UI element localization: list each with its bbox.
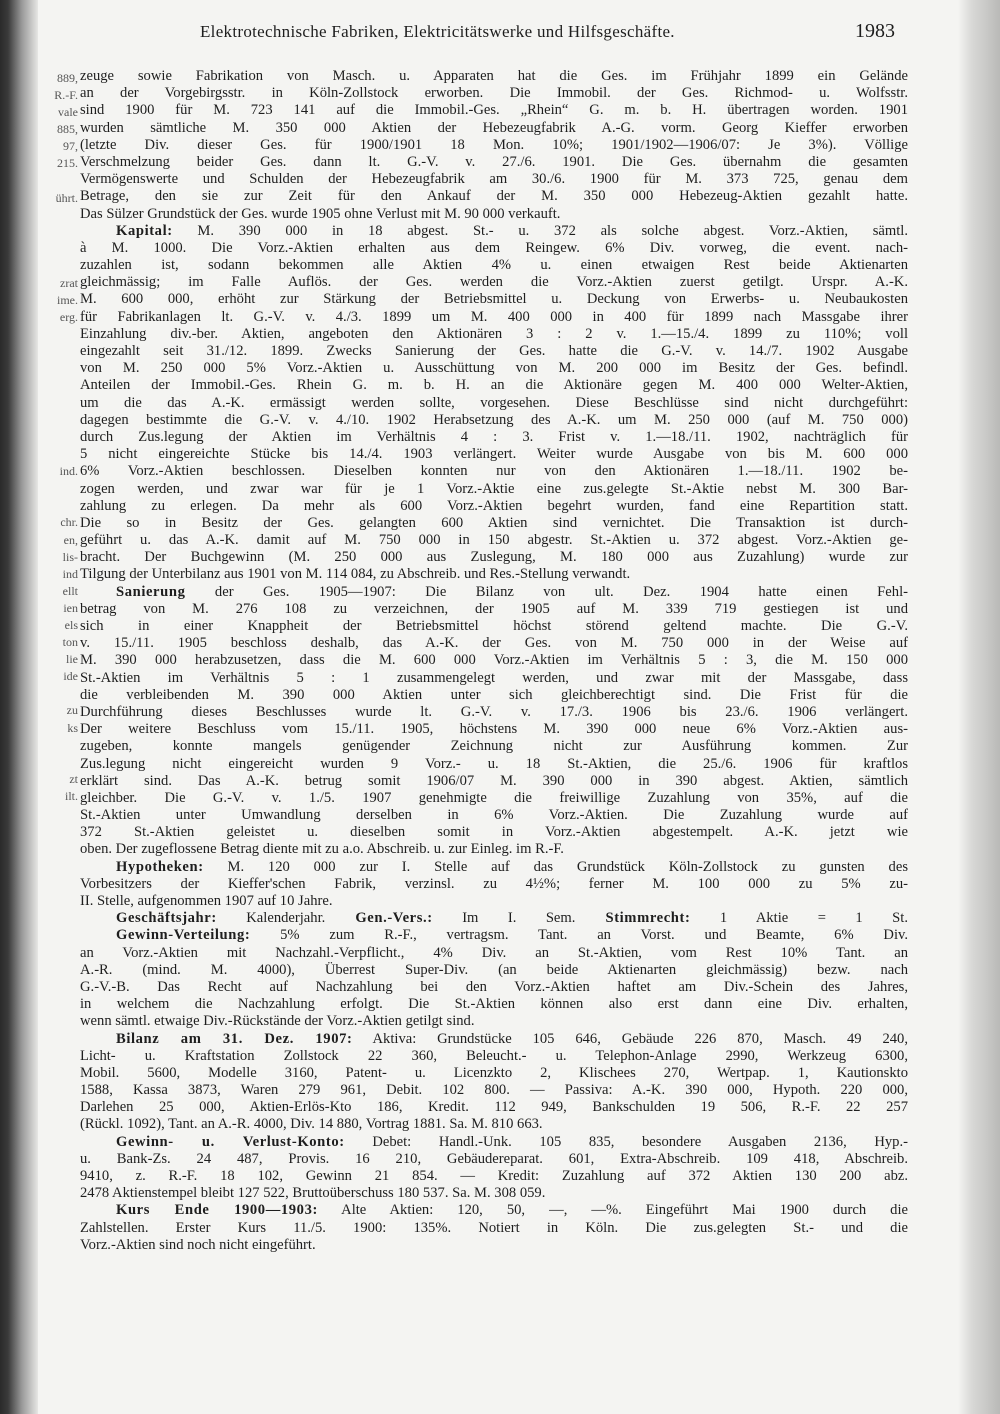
margin-fragment <box>38 839 78 856</box>
section-label: Gewinn-Verteilung: <box>116 927 251 944</box>
text-line <box>80 171 908 188</box>
text-line <box>80 154 908 171</box>
line-text: Das Sülzer Grundstück der Ges. wurde 1905 ohne Verlust mit M. 90 000 verkauft. <box>80 205 561 222</box>
text-line <box>80 206 908 223</box>
text-line <box>80 1151 908 1168</box>
margin-fragment <box>38 412 78 429</box>
margin-fragment <box>38 1044 78 1061</box>
line-text: zeuge sowie Fabrikation von Masch. u. Apparaten hat die Ges. im Frühjahr 1899 ein Gelände <box>80 68 908 84</box>
margin-fragment: ührt. <box>55 190 78 205</box>
section-lead-line <box>80 910 908 927</box>
margin-fragment <box>38 326 78 343</box>
text-line <box>80 395 908 412</box>
text-line <box>80 1082 908 1099</box>
line-text: St.-Aktien unter Umwandlung derselben in 6% Vorz.-Aktien. Die Zuzahlung wurde auf <box>80 807 908 824</box>
section-lead-line <box>80 1134 908 1151</box>
text-line <box>80 463 908 480</box>
line-text: Zus.legung nicht eingereicht wurden 9 Vorz.- u. 18 St.-Aktien, die 25./6. 1906 für kraftlos <box>80 755 908 772</box>
text-line <box>80 1065 908 1082</box>
margin-fragment: ind. <box>59 464 78 479</box>
margin-fragment <box>38 1027 78 1044</box>
line-text: Vorz.-Aktien sind noch nicht eingeführt. <box>80 1236 316 1253</box>
text-line <box>80 979 908 996</box>
section-lead-line <box>80 223 908 240</box>
line-text: u. Bank-Zs. 24 487, Provis. 16 210, Gebäudereparat. 601, Extra-Abschreib. 109 418, Abschreib. <box>80 1150 908 1167</box>
line-text: G.-V.-B. Das Recht auf Nachzahlung bei den Vorz.-Aktien haftet am Div.-Schein des Jahres, <box>80 978 908 995</box>
margin-fragment <box>38 480 78 497</box>
text-line <box>80 240 908 257</box>
binding-shadow <box>0 0 38 1414</box>
margin-fragment: ide <box>63 669 78 684</box>
line-text: gleichmässig; im Falle Auflös. der Ges. werden die Vorz.-Aktien zuerst getilgt. Urspr. A.-K. <box>80 274 908 291</box>
text-line <box>80 721 908 738</box>
line-text: 1588, Kassa 3873, Waren 279 961, Debit. 102 800. — Passiva: A.-K. 390 000, Hypoth. 220 000, <box>80 1082 908 1099</box>
line-text: Durchführung dieses Beschlusses wurde lt. G.-V. v. 17./3. 1906 bis 23./6. 1906 verlängert. <box>80 703 908 720</box>
adjacent-page-fragments <box>38 70 78 1164</box>
margin-fragment: ks <box>67 720 78 735</box>
margin-fragment <box>38 378 78 395</box>
text-line <box>80 1116 908 1133</box>
text-line <box>80 343 908 360</box>
margin-fragment <box>38 873 78 890</box>
line-text: geführt u. das A.-K. damit auf M. 750 000 in 150 abgestr. St.-Aktien u. 372 abgest. Vorz.-Aktien ge- <box>80 532 908 549</box>
margin-fragment <box>38 942 78 959</box>
line-text: Betrage, den sie zur Zeit für den Ankauf der M. 350 000 Hebezeug-Aktien gezahlt hatte. <box>80 188 908 205</box>
line-text: v. 15./11. 1905 beschloss deshalb, das A.-K. der Ges. von M. 750 000 in der Weise auf <box>80 635 908 652</box>
margin-fragment: zrat <box>60 276 78 291</box>
line-text: oben. Der zugeflossene Betrag diente mit zu a.o. Abschreib. u. zur Einleg. im R.-F. <box>80 841 564 858</box>
line-text: 6% Vorz.-Aktien beschlossen. Dieselben konnten nur von den Aktionären 1.—18./11. 1902 be- <box>80 463 908 480</box>
margin-fragment <box>38 908 78 925</box>
line-text: Licht- u. Kraftstation Zollstock 22 360, Beleucht.- u. Telephon-Anlage 2990, Werkzeug 6300, <box>80 1047 908 1064</box>
text-line <box>80 309 908 326</box>
page-edge-shadow <box>958 0 1000 1414</box>
line-text: Tilgung der Unterbilanz aus 1901 von M. 114 084, zu Abschreib. und Res.-Stellung verwandt. <box>80 566 631 583</box>
line-text: 5 nicht eingereichte Stücke bis 14./4. 1903 verlängert. Weiter wurde Ausgabe von bis M. 600 000 <box>80 446 908 463</box>
margin-fragment <box>38 258 78 275</box>
line-text: à M. 1000. Die Vorz.-Aktien erhalten aus dem Reingew. 6% Div. vorweg, die event. nach- <box>80 239 908 256</box>
text-line <box>80 601 908 618</box>
text-line <box>80 85 908 102</box>
line-text: (letzte Div. dieser Ges. für 1900/1901 18 Mon. 10%; 1901/1902—1906/07: Je 3%). Völlige <box>80 136 908 153</box>
text-line <box>80 188 908 205</box>
text-line <box>80 756 908 773</box>
margin-fragment <box>38 361 78 378</box>
margin-fragment <box>38 754 78 771</box>
line-text: betrag von M. 276 108 zu verzeichnen, der 1905 auf M. 339 719 gestiegen ist und <box>80 600 908 617</box>
margin-fragment <box>38 1061 78 1078</box>
margin-fragment: vale <box>58 105 78 120</box>
line-text: an Vorz.-Aktien mit Nachzahl.-Verpflicht., 4% Div. an St.-Aktien, vom Rest 10% Tant. an <box>80 944 908 961</box>
line-text: 2478 Aktienstempel bleibt 127 522, Bruttoüberschuss 180 537. Sa. M. 308 059. <box>80 1185 546 1202</box>
line-text: Anteilen der Immobil.-Ges. Rhein G. m. b. H. an die Aktionäre gegen M. 400 000 Welter-Aktien, <box>80 377 908 394</box>
page-number: 1983 <box>855 20 895 42</box>
text-line <box>80 618 908 635</box>
text-line <box>80 635 908 652</box>
line-text: Der weitere Beschluss vom 15./11. 1905, höchstens M. 390 000 neue 6% Vorz.-Aktien aus- <box>80 721 908 738</box>
text-line <box>80 1237 908 1254</box>
text-line <box>80 412 908 429</box>
section-label: Sanierung <box>116 583 186 600</box>
line-text: Zahlstellen. Erster Kurs 11./5. 1900: 135%. Notiert in Köln. Die zus.gelegten St.- und die <box>80 1219 908 1236</box>
margin-fragment: R.-F. <box>54 88 78 103</box>
text-line <box>80 549 908 566</box>
margin-fragment <box>38 1113 78 1130</box>
margin-fragment: 215. <box>57 156 78 171</box>
line-text: M. 390 000 in 18 abgest. St.- u. 372 als solche abgest. Vorz.-Aktien, sämtl. <box>197 222 908 239</box>
section-label: Gen.-Vers.: <box>325 910 433 927</box>
text-line <box>80 566 908 583</box>
line-text: Darlehen 25 000, Aktien-Erlös-Kto 186, Kredit. 112 949, Bankschulden 19 506, R.-F. 22 257 <box>80 1099 908 1116</box>
text-line <box>80 326 908 343</box>
margin-fragment: ellt <box>62 583 78 598</box>
line-text: an der Vorgebirgsstr. in Köln-Zollstock erworben. Die Immobil. der Ges. Richmod- u. Wolfsstr. <box>80 85 908 102</box>
line-text: um die das A.-K. ermässigt werden sollte, vorgesehen. Diese Beschlüsse sind nicht durchgeführt: <box>80 394 908 411</box>
section-text: Im I. Sem. <box>432 910 576 927</box>
margin-fragment <box>38 959 78 976</box>
margin-fragment: 889, <box>57 71 78 85</box>
text-line <box>80 945 908 962</box>
margin-fragment <box>38 976 78 993</box>
line-text: der Ges. 1905—1907: Die Bilanz von ult. Dez. 1904 hatte einen Fehl- <box>214 583 908 600</box>
margin-fragment: zt <box>69 771 78 786</box>
line-text: M. 120 000 zur I. Stelle auf das Grundstück Köln-Zollstock zu gunsten des <box>227 858 908 875</box>
line-text: wenn sämtl. etwaige Div.-Rückstände der Vorz.-Aktien getilgt sind. <box>80 1013 475 1030</box>
text-line <box>80 291 908 308</box>
text-line <box>80 790 908 807</box>
section-label: Gewinn- u. Verlust-Konto: <box>116 1133 345 1150</box>
line-text: die verbleibenden M. 390 000 Aktien unter sich gleichberechtigt sind. Die Frist für die <box>80 686 908 703</box>
line-text: bracht. Der Buchgewinn (M. 250 000 aus Zuslegung, M. 180 000 aus Zuzahlung) wurde zur <box>80 549 908 566</box>
text-line <box>80 807 908 824</box>
text-line <box>80 824 908 841</box>
line-text: zogen werden, und zwar war für je 1 Vorz.-Aktie eine zus.gelegte St.-Aktie nebst M. 300 Bar- <box>80 480 908 497</box>
text-line <box>80 532 908 549</box>
margin-fragment <box>38 207 78 224</box>
margin-fragment <box>38 224 78 241</box>
margin-fragment <box>38 1130 78 1147</box>
section-lead-line <box>80 1031 908 1048</box>
text-line <box>80 360 908 377</box>
text-line <box>80 1013 908 1030</box>
margin-fragment <box>38 856 78 873</box>
margin-fragment: ime. <box>57 293 78 308</box>
section-label: Kurs Ende 1900—1903: <box>116 1202 318 1219</box>
text-line <box>80 498 908 515</box>
line-text: sich in einer Knappheit der Betriebsmittel höchst störend geltend machte. Die G.-V. <box>80 618 908 634</box>
line-text: wurden sämtliche M. 350 000 Aktien der Hebezeugfabrik A.-G. vorm. Georg Kieffer erworben <box>80 119 908 136</box>
line-text: gleichber. Die G.-V. v. 1./5. 1907 genehmigte die freiwillige Zuzahlung von 35%, auf die <box>80 789 908 806</box>
line-text: in welchem die Nachzahlung erfolgt. Die St.-Aktien können also erst dann eine Div. erhalten, <box>80 996 908 1013</box>
text-line <box>80 102 908 119</box>
line-text: II. Stelle, aufgenommen 1907 auf 10 Jahre. <box>80 893 333 909</box>
text-line <box>80 773 908 790</box>
margin-fragment <box>38 446 78 463</box>
line-text: 5% zum R.-F., vertragsm. Tant. an Vorst. und Beamte, 6% Div. <box>280 927 908 944</box>
text-line <box>80 893 908 910</box>
text-line <box>80 1220 908 1237</box>
margin-fragment: lie <box>66 652 78 667</box>
line-text: Einzahlung div.-ber. Aktien, angeboten den Aktionären 3 : 2 v. 1.—15./4. 1899 zu 110%; voll <box>80 325 908 342</box>
text-line <box>80 429 908 446</box>
line-text: dagegen bestimmte die G.-V. v. 4./10. 1902 Herabsetzung des A.-K. um M. 250 000 (auf M. 750 000) <box>80 411 908 428</box>
section-text: 1 Aktie = 1 St. <box>690 910 908 927</box>
text-line <box>80 962 908 979</box>
text-line <box>80 738 908 755</box>
text-line <box>80 257 908 274</box>
margin-fragment: els <box>64 618 78 632</box>
text-line <box>80 996 908 1013</box>
margin-fragment <box>38 925 78 942</box>
line-text: durch Zus.legung der Aktien im Verhältnis 4 : 3. Frist v. 1.—18./11. 1902, nachträglich für <box>80 428 908 445</box>
margin-fragment: zu <box>66 703 78 718</box>
margin-fragment <box>38 737 78 754</box>
line-text: 372 St.-Aktien geleistet u. dieselben somit in Vorz.-Aktien abgestempelt. A.-K. jetzt wie <box>80 824 908 841</box>
margin-fragment: chr. <box>60 515 78 530</box>
margin-fragment: en, <box>63 532 78 547</box>
margin-fragment: ilt. <box>64 788 78 803</box>
line-text: eingezahlt seit 31./12. 1899. Zwecks Sanierung der Ges. hatte die G.-V. v. 14./7. 1902 Ausgabe <box>80 343 908 359</box>
section-lead-line <box>80 1202 908 1219</box>
margin-fragment <box>38 822 78 839</box>
section-lead-line <box>80 927 908 944</box>
line-text: zugeben, konnte mangels genügender Zeichnung nicht zur Ausführung kommen. Zur <box>80 738 908 755</box>
text-line <box>80 841 908 858</box>
line-text: Vorbesitzers der Kieffer'schen Fabrik, verzinsl. zu 4½%; ferner M. 100 000 zu 5% zu- <box>80 875 908 892</box>
text-line <box>80 274 908 291</box>
article-body <box>80 68 908 1254</box>
section-label: Kapital: <box>116 222 173 239</box>
line-text: sind 1900 für M. 723 141 auf die Immobil.-Ges. „Rhein“ G. m. b. H. übertragen worden. 1901 <box>80 102 908 119</box>
line-text: für Fabrikanlagen lt. G.-V. v. 4./3. 1899 um M. 400 000 in 400 für 1899 nach Massgabe ihrer <box>80 308 908 325</box>
section-label: Bilanz am 31. Dez. 1907: <box>116 1030 353 1047</box>
section-lead-line <box>80 584 908 601</box>
margin-fragment <box>38 241 78 258</box>
text-line <box>80 670 908 687</box>
margin-fragment <box>38 1079 78 1096</box>
line-text: M. 390 000 herabzusetzen, dass die M. 600 000 Vorz.-Aktien im Verhältnis 5 : 3, die M. 150 000 <box>80 652 908 669</box>
margin-fragment: erg. <box>59 310 78 325</box>
line-text: Aktiva: Grundstücke 105 646, Gebäude 226 870, Masch. 49 240, <box>372 1030 908 1047</box>
line-text: zahlung zu erlegen. Da mehr als 600 Vorz.-Aktien begehrt wurden, fand eine Repartition statt. <box>80 497 908 514</box>
line-text: Die so in Besitz der Ges. gelangten 600 Aktien sind vernichtet. Die Transaktion ist durch- <box>80 514 908 531</box>
margin-fragment <box>38 1096 78 1113</box>
running-title: Elektrotechnische Fabriken, Elektricitätswerke und Hilfsgeschäfte. <box>200 22 675 41</box>
margin-fragment: ind <box>62 566 78 581</box>
line-text: M. 600 000, erhöht zur Stärkung der Betriebsmittel u. Deckung von Erwerbs- u. Neubaukosten <box>80 291 908 308</box>
line-text: von M. 250 000 5% Vorz.-Aktien u. Ausschüttung von M. 200 000 im Besitz der Ges. befindl. <box>80 360 908 377</box>
section-label: Geschäftsjahr: <box>116 910 217 927</box>
section-label: Stimmrecht: <box>575 910 691 927</box>
section-text: Kalenderjahr. <box>216 910 326 927</box>
text-line <box>80 1168 908 1185</box>
line-text: Vermögenswerte und Schulden der Hebezeugfabrik am 30./6. 1900 für M. 373 725, genau dem <box>80 171 908 188</box>
margin-fragment <box>38 891 78 908</box>
text-line <box>80 68 908 85</box>
text-line <box>80 446 908 463</box>
margin-fragment <box>38 1147 78 1164</box>
text-line <box>80 137 908 154</box>
text-line <box>80 377 908 394</box>
margin-fragment <box>38 395 78 412</box>
margin-fragment <box>38 685 78 702</box>
margin-fragment <box>38 993 78 1010</box>
line-text: (Rückl. 1092), Tant. an A.-R. 4000, Div. 14 880, Vortrag 1881. Sa. M. 810 663. <box>80 1116 543 1133</box>
margin-fragment: ien <box>63 600 78 615</box>
text-line <box>80 652 908 669</box>
line-text: zuzahlen ist, sodann bekommen alle Aktien 4% u. einen etwaigen Rest beide Aktienarten <box>80 257 908 274</box>
line-text: Mobil. 5600, Modelle 3160, Patent- u. Licenzkto 2, Klischees 270, Wertpap. 1, Kautionskto <box>80 1064 908 1081</box>
margin-fragment: 885, <box>57 122 78 137</box>
line-text: Debet: Handl.-Unk. 105 835, besondere Ausgaben 2136, Hyp.- <box>372 1133 908 1150</box>
margin-fragment <box>38 1010 78 1027</box>
margin-fragment <box>38 429 78 446</box>
line-text: Alte Aktien: 120, 50, —, —%. Eingeführt Mai 1900 durch die <box>341 1202 908 1219</box>
line-text: Verschmelzung beider Ges. dann lt. G.-V. v. 27./6. 1901. Die Ges. übernahm die gesamten <box>80 153 908 170</box>
text-line <box>80 515 908 532</box>
text-line <box>80 1099 908 1116</box>
text-line <box>80 704 908 721</box>
text-line <box>80 1185 908 1202</box>
text-line <box>80 120 908 137</box>
line-text: St.-Aktien im Verhältnis 5 : 1 zusammengelegt werden, und zwar mit der Massgabe, dass <box>80 669 908 686</box>
margin-fragment: 97, <box>63 139 78 154</box>
margin-fragment <box>38 173 78 190</box>
margin-fragment: lis- <box>62 549 78 564</box>
margin-fragment: ton <box>62 635 78 650</box>
margin-fragment <box>38 497 78 514</box>
line-text: A.-R. (mind. M. 4000), Überrest Super-Div. (an beide Aktienarten gleichmässig) bezw. nach <box>80 961 908 978</box>
text-line <box>80 876 908 893</box>
margin-fragment <box>38 805 78 822</box>
text-line <box>80 687 908 704</box>
margin-fragment <box>38 344 78 361</box>
text-line <box>80 481 908 498</box>
text-line <box>80 1048 908 1065</box>
section-lead-line <box>80 859 908 876</box>
line-text: 9410, z. R.-F. 18 102, Gewinn 21 854. — Kredit: Zuzahlung auf 372 Aktien 130 200 abz. <box>80 1168 908 1184</box>
line-text: erklärt sind. Das A.-K. betrug somit 1906/07 M. 390 000 in 390 abgest. Aktien, sämtlich <box>80 772 908 789</box>
section-label: Hypotheken: <box>116 858 204 875</box>
